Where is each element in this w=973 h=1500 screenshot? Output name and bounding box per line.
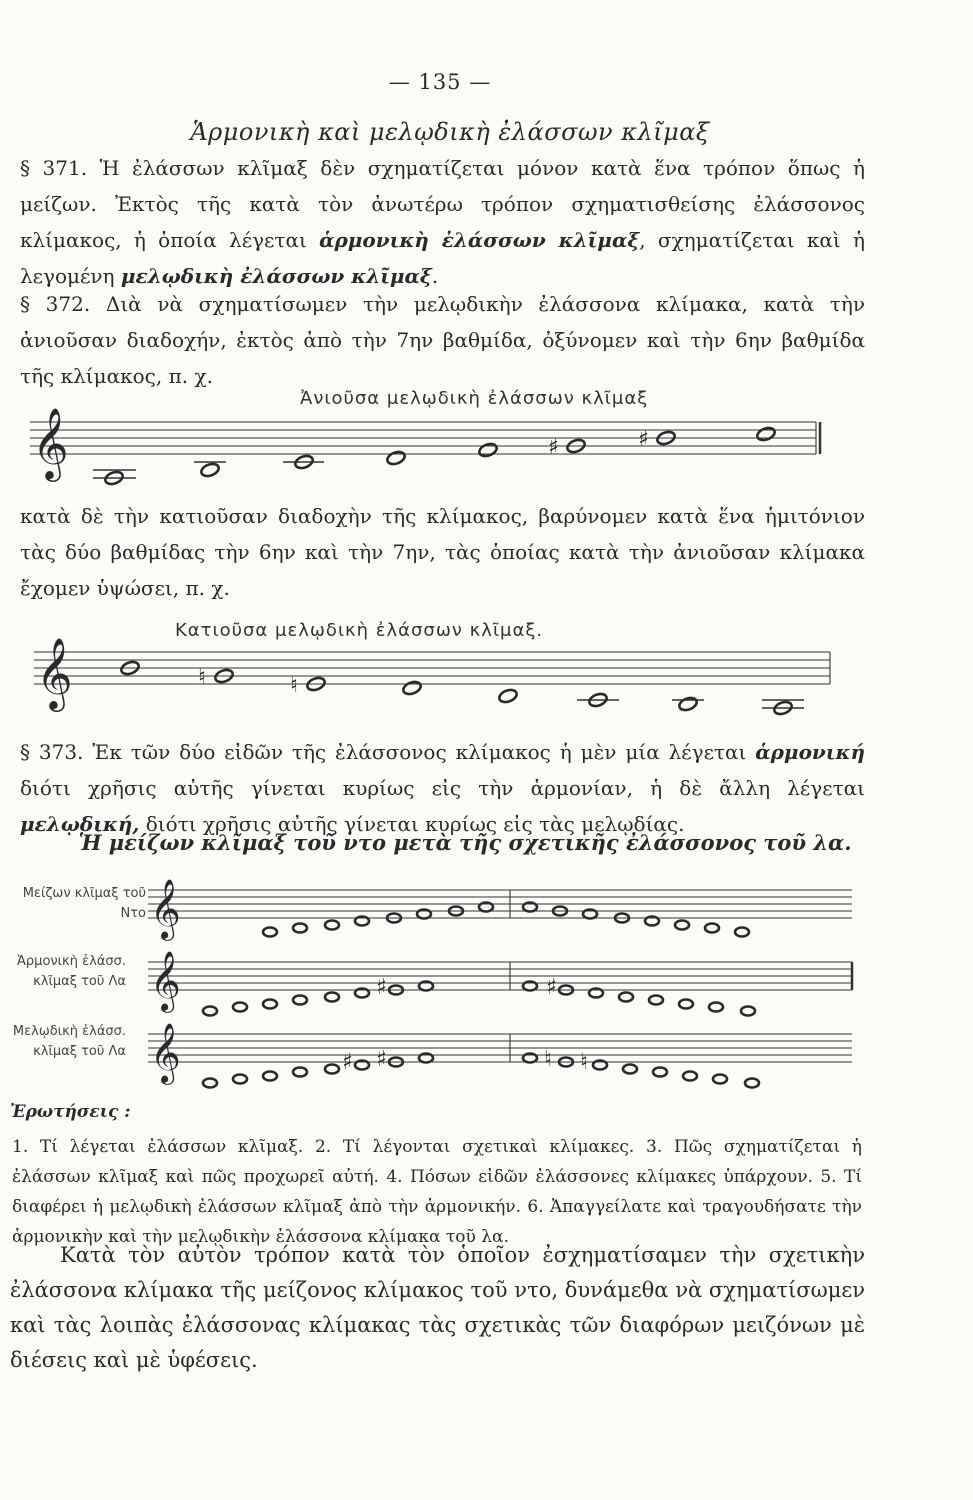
- term-melodic-minor: μελῳδικὴ ἐλάσσων κλῖμαξ: [120, 264, 432, 288]
- term-harmonic: ἁρμονική: [755, 740, 865, 764]
- staff1-title: Ἀνιοῦσα μελῳδικὴ ἐλάσσων κλῖμαξ: [300, 388, 649, 409]
- ascending-melodic-minor-staff: [18, 392, 838, 492]
- staff2-title: Κατιοῦσα μελῳδικὴ ἐλάσσων κλῖμαξ.: [175, 620, 544, 641]
- paragraph-371: [20, 150, 865, 294]
- paragraph-372: § 372. Διὰ νὰ σχηματίσωμεν τὴν μελῳδικὴν ἐλάσσονα κλίμακα, κατὰ τὴν ἀνιοῦσαν διαδοχήν, ἐκτὸς ἀπὸ τὴν 7ην βαθμίδα, ὀξύνομεν καὶ τὴν 6ην βαθμίδα τῆς κλίμακος, π. χ.: [20, 292, 865, 388]
- treble-clef-icon: 𝄞: [150, 879, 181, 939]
- natural-icon: ♮: [580, 1050, 588, 1075]
- descending-melodic-minor-staff: [22, 622, 842, 722]
- notes: [93, 426, 776, 486]
- treble-clef-icon: 𝄞: [150, 951, 181, 1011]
- major-c-staff: [148, 879, 852, 941]
- natural-icon: ♮: [544, 1047, 552, 1072]
- questions-text: 1. Τί λέγεται ἐλάσσων κλῖμαξ. 2. Τί λέγονται σχετικαὶ κλίμακες. 3. Πῶς σχηματίζεται ἡ ἐλάσσων κλῖμαξ καὶ πῶς προχωρεῖ αὐτή. 4. Πόσων εἰδῶν ἐλάσσονες κλίμακες ὑπάρχουν. 5. Τί διαφέρει ἡ μελῳδικὴ ἐλάσσων κλῖμαξ ἀπὸ τὴν ἁρμονικήν. 6. Ἀπαγγείλατε καὶ τραγουδήσατε τὴν ἁρμονικὴν καὶ τὴν μελῳδικὴν ἐλάσσονα κλίμακα τοῦ λα.: [12, 1137, 862, 1247]
- row-label-major: Μείζων κλῖμαξ τοῦ Ντο: [22, 886, 146, 921]
- sharp-icon: ♯: [376, 1047, 387, 1072]
- paragraph-371-lead: § 371. Ἡ ἐλάσσων κλῖμαξ δὲν σχηματίζεται μόνον κατὰ ἕνα τρόπον ὅπως ἡ μείζων. Ἐκτὸς τῆς κατὰ τὸν ἀνωτέρω τρόπον σχηματισθείσης ἐλάσσονος κλίμακος, ἡ ὁποία λέγεται: [20, 156, 865, 252]
- paragraph-371-mid: , σχηματίζεται καὶ ἡ λεγομένη: [20, 228, 866, 288]
- sharp-icon: ♯: [638, 427, 649, 452]
- paragraph-373-end: διότι χρῆσις αὐτῆς γίνεται κυρίως εἰς τὰς μελῳδίας.: [139, 812, 685, 836]
- treble-clef-icon: 𝄞: [150, 1023, 181, 1083]
- sharp-icon: ♯: [376, 975, 387, 1000]
- row-label-harmonic: Ἁρμονικὴ ἐλάσσ. κλῖμαξ τοῦ Λα: [17, 954, 126, 989]
- closing-paragraph: Κατὰ τὸν αὐτὸν τρόπον κατὰ τὸν ὁποῖον ἐσχηματίσαμεν τὴν σχετικὴν ἐλάσσονα κλίμακα τῆς μείζονος κλίμακος τοῦ ντο, δυνάμεθα νὰ σχηματίσωμεν καὶ τὰς λοιπὰς ἐλάσσονας κλίμακας τὰς σχετικὰς τῶν διαφόρων μειζόνων μὲ διέσεις καὶ μὲ ὑφέσεις.: [10, 1243, 865, 1372]
- scale-comparison-staves: [140, 870, 860, 1100]
- subheading: Ἡ μείζων κλῖμαξ τοῦ ντο μετὰ τῆς σχετικῆς ἐλάσσονος τοῦ λα.: [78, 830, 852, 855]
- paragraph-373-mid: διότι χρῆσις αὐτῆς γίνεται κυρίως εἰς τὴν ἁρμονίαν, ἡ δὲ ἄλλη λέγεται: [20, 776, 865, 800]
- melodic-minor-staff: [148, 1023, 852, 1088]
- section-heading: Ἁρμονικὴ καὶ μελῳδικὴ ἐλάσσων κλῖμαξ: [190, 118, 710, 146]
- natural-icon: ♮: [198, 665, 206, 690]
- sharp-icon: ♯: [546, 975, 557, 1000]
- sharp-icon: ♯: [548, 435, 559, 460]
- harmonic-minor-staff: [148, 951, 852, 1016]
- staff-lines: [30, 422, 820, 454]
- term-harmonic-minor: ἁρμονικὴ ἐλάσσων κλῖμαξ: [319, 228, 640, 252]
- questions-label: Ἐρωτήσεις :: [10, 1102, 131, 1122]
- treble-clef-icon: 𝄞: [36, 636, 73, 709]
- staff-lines: [34, 652, 830, 684]
- paragraph-372-continued: κατὰ δὲ τὴν κατιοῦσαν διαδοχὴν τῆς κλίμακος, βαρύνομεν κατὰ ἕνα ἡμιτόνιον τὰς δύο βαθμίδας τὴν 6ην καὶ τὴν 7ην, τὰς ὁποίας κατὰ τὴν ἀνιοῦσαν κλίμακα ἔχομεν ὑψώσει, π. χ.: [20, 504, 865, 600]
- term-melodic: μελῳδική,: [20, 812, 140, 836]
- paragraph-371-end: .: [431, 264, 439, 288]
- natural-icon: ♮: [290, 673, 298, 698]
- paragraph-373-lead: § 373. Ἐκ τῶν δύο εἰδῶν τῆς ἐλάσσονος κλίμακος ἡ μὲν μία λέγεται: [20, 740, 756, 764]
- page-number: — 135 —: [388, 70, 492, 94]
- sharp-icon: ♯: [342, 1050, 353, 1075]
- paragraph-373: [20, 734, 865, 842]
- treble-clef-icon: 𝄞: [32, 406, 69, 479]
- row-label-melodic: Μελῳδικὴ ἐλάσσ. κλῖμαξ τοῦ Λα: [12, 1024, 126, 1059]
